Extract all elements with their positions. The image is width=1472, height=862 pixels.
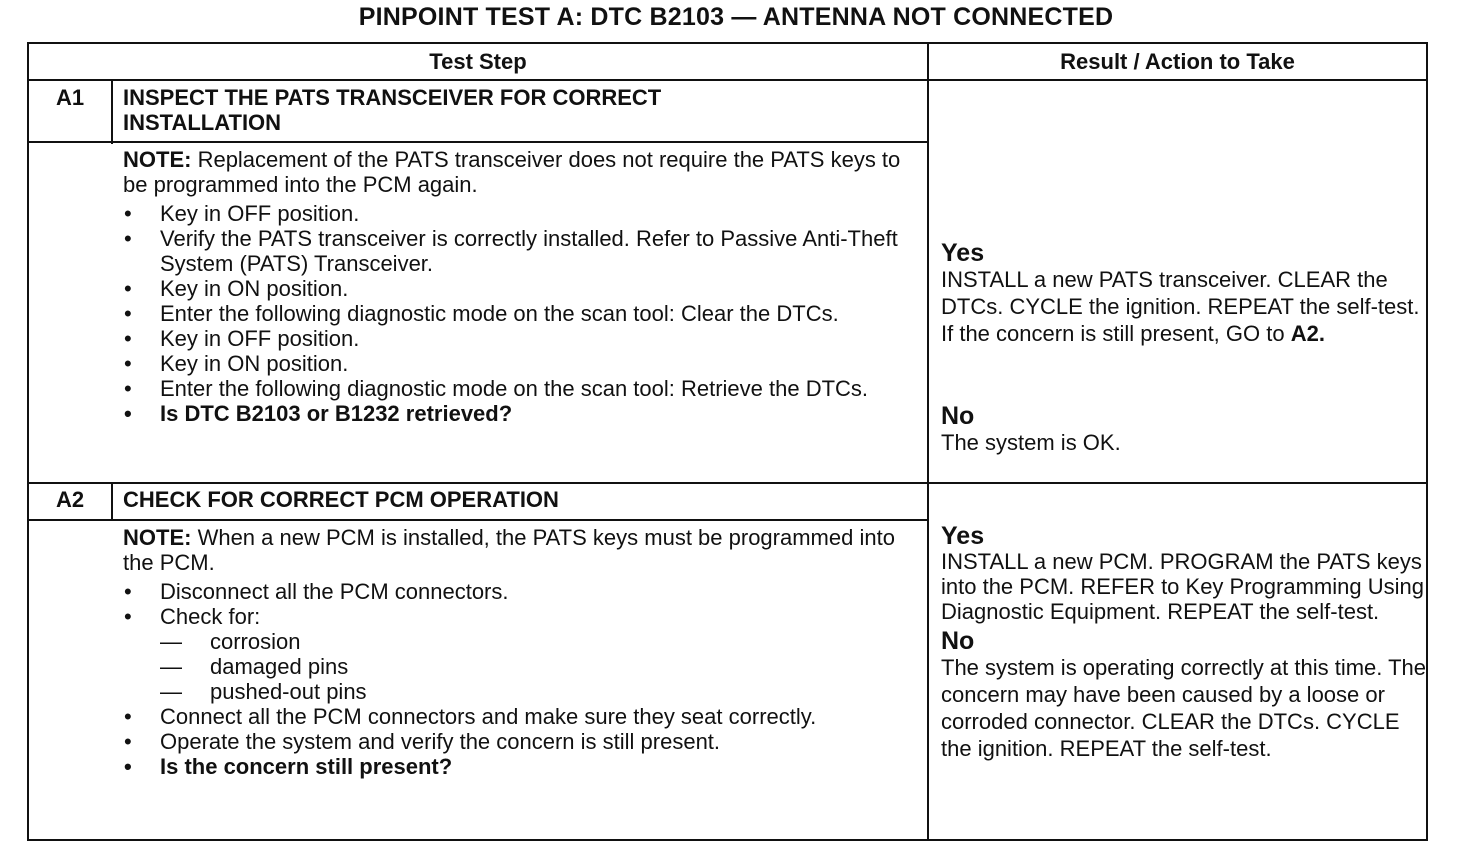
- a2-title-divider: [29, 519, 927, 521]
- yes-text: INSTALL a new PATS transceiver. CLEAR the DTCs. CYCLE the ignition. REPEAT the self-test. If the concern is still present, GO to: [941, 267, 1420, 346]
- list-item: • Connect all the PCM connectors and make sure they seat correctly.: [123, 704, 923, 729]
- no-action-a1: The system is OK.: [941, 430, 1121, 455]
- note-text: When a new PCM is installed, the PATS keys must be programmed into the PCM.: [123, 525, 895, 575]
- column-divider-step-id-a1: [111, 81, 113, 144]
- sub-list-item: — damaged pins: [160, 654, 349, 679]
- list-item: • Key in OFF position.: [123, 326, 923, 351]
- yes-action-a1: [941, 266, 1427, 347]
- list-item: • Key in OFF position.: [123, 201, 923, 226]
- yes-label-a2: Yes: [941, 522, 985, 550]
- list-item: • Key in ON position.: [123, 276, 923, 301]
- question-a1: • Is DTC B2103 or B1232 retrieved?: [123, 401, 923, 426]
- note-label: NOTE:: [123, 147, 192, 172]
- step-body-a1: [123, 147, 923, 426]
- list-item: • Enter the following diagnostic mode on the scan tool: Retrieve the DTCs.: [123, 376, 923, 401]
- header-divider: [29, 79, 1426, 81]
- note-a2: [123, 525, 923, 575]
- yes-label-a1: Yes: [941, 239, 985, 267]
- step-title-a2: CHECK FOR CORRECT PCM OPERATION: [123, 487, 559, 512]
- question-a2: • Is the concern still present?: [123, 754, 923, 779]
- no-label-a2: No: [941, 627, 975, 655]
- yes-action-a2: INSTALL a new PCM. PROGRAM the PATS keys into the PCM. REFER to Key Programming Using Diagnostic Equipment. REPEAT the self-test.: [941, 549, 1424, 624]
- header-result: Result / Action to Take: [1060, 49, 1295, 74]
- list-item: • Enter the following diagnostic mode on the scan tool: Clear the DTCs.: [123, 301, 923, 326]
- no-action-a2: The system is operating correctly at this time. The concern may have been caused by a loose or corroded connector. CLEAR the DTCs. CYCLE the ignition. REPEAT the self-test.: [941, 655, 1426, 761]
- list-item: • Disconnect all the PCM connectors.: [123, 579, 923, 604]
- check-for-sublist: [160, 629, 923, 704]
- step-title-a1: INSPECT THE PATS TRANSCEIVER FOR CORRECT INSTALLATION: [123, 85, 662, 135]
- pinpoint-test-table: [27, 42, 1428, 841]
- step-list-a1: [123, 201, 923, 426]
- dash-marker: —: [160, 654, 182, 679]
- dash-marker: —: [160, 629, 182, 654]
- a1-title-divider: [29, 141, 927, 143]
- step-body-a2: [123, 525, 923, 779]
- no-label-a1: No: [941, 402, 975, 430]
- page-title: PINPOINT TEST A: DTC B2103 — ANTENNA NOT CONNECTED: [358, 3, 1114, 31]
- list-item: [123, 604, 923, 704]
- row-divider-a1-a2: [29, 482, 1426, 484]
- list-item: • Key in ON position.: [123, 351, 923, 376]
- list-item: • Verify the PATS transceiver is correctly installed. Refer to Passive Anti-Theft System (PATS) Transceiver.: [123, 226, 923, 276]
- dash-marker: —: [160, 679, 182, 704]
- result-a2: [941, 523, 1427, 762]
- sub-list-item: — corrosion: [160, 629, 301, 654]
- header-test-step: Test Step: [429, 49, 527, 74]
- step-id-a1: A1: [55, 85, 85, 110]
- list-item: • Operate the system and verify the concern is still present.: [123, 729, 923, 754]
- sub-list-item: — pushed-out pins: [160, 679, 367, 704]
- result-a1: [941, 240, 1427, 456]
- step-id-a2: A2: [55, 487, 85, 512]
- note-a1: [123, 147, 923, 197]
- step-list-a2: [123, 579, 923, 779]
- goto-link-a2[interactable]: A2.: [1290, 321, 1325, 346]
- column-divider-step-id-a2: [111, 482, 113, 521]
- note-label: NOTE:: [123, 525, 192, 550]
- note-text: Replacement of the PATS transceiver does not require the PATS keys to be programmed into the PCM again.: [123, 147, 901, 197]
- check-for-label: Check for:: [160, 604, 261, 629]
- column-divider-result: [927, 44, 929, 839]
